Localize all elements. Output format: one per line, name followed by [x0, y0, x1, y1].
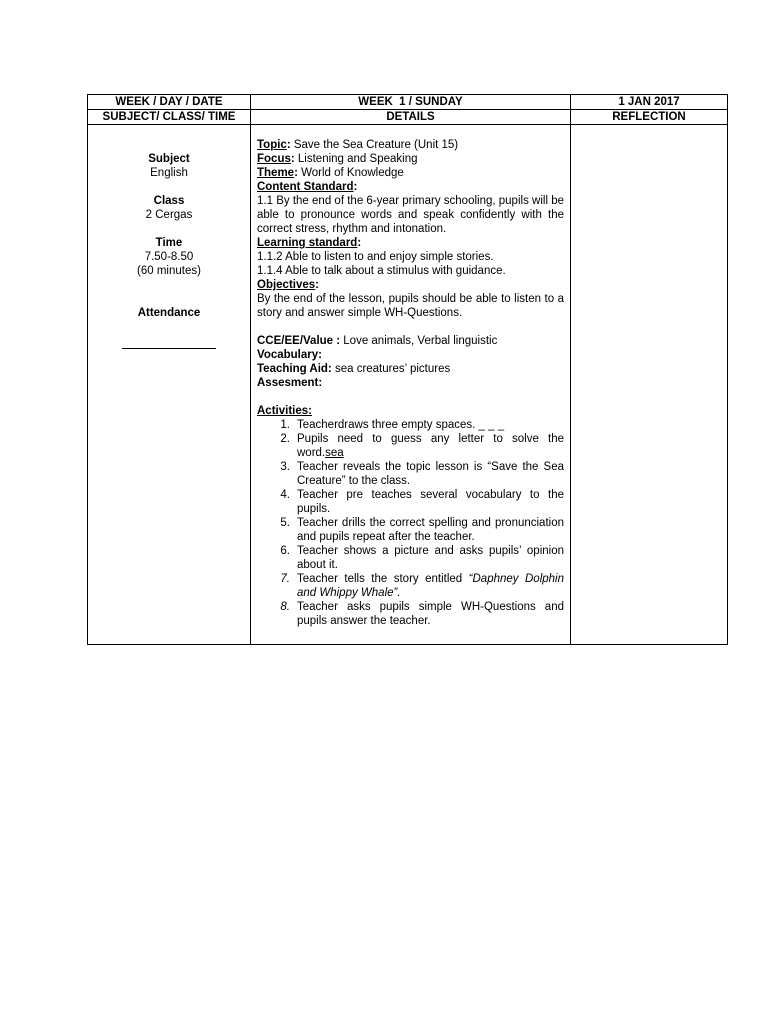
- content-standard-value: 1.1 By the end of the 6-year primary schooling, pupils will be able to pronounce words and speak confidently with the correct stress, rhythm and intonation.: [257, 195, 564, 235]
- activities-label: Activities:: [257, 405, 312, 417]
- subject-value: English: [150, 167, 188, 179]
- week-day-date-header: WEEK / DAY / DATE: [88, 95, 251, 110]
- subject-label: Subject: [148, 153, 190, 165]
- activities-list: [257, 418, 564, 628]
- week-day-value: WEEK 1 / SUNDAY: [251, 95, 571, 110]
- learning-standard-2: 1.1.4 Able to talk about a stimulus with guidance.: [257, 265, 506, 277]
- learning-standard-1: 1.1.2 Able to listen to and enjoy simple stories.: [257, 251, 494, 263]
- content-standard-label: Content Standard: [257, 181, 354, 193]
- vocabulary-label: Vocabulary:: [257, 349, 322, 361]
- cce-label: CCE/EE/Value :: [257, 335, 344, 347]
- reflection-cell: [571, 125, 728, 645]
- list-item: 8. Teacher asks pupils simple WH-Questions and pupils answer the teacher.: [280, 601, 564, 627]
- class-label: Class: [153, 195, 185, 207]
- attendance-label: Attendance: [137, 307, 201, 319]
- list-item: 3. Teacher reveals the topic lesson is “Save the Sea Creature” to the class.: [280, 461, 564, 487]
- theme-line: Theme: World of Knowledge: [257, 167, 404, 179]
- subject-class-time-header: SUBJECT/ CLASS/ TIME: [88, 110, 251, 125]
- time-duration: (60 minutes): [137, 265, 201, 277]
- class-value: 2 Cergas: [145, 209, 193, 221]
- teaching-aid-label: Teaching Aid:: [257, 363, 335, 375]
- details-header: DETAILS: [251, 110, 571, 125]
- list-item: 6. Teacher shows a picture and asks pupils’ opinion about it.: [280, 545, 564, 571]
- list-item: 4. Teacher pre teaches several vocabulary to the pupils.: [280, 489, 564, 515]
- attendance-line: [122, 334, 216, 349]
- content-row: [88, 125, 728, 645]
- theme-value: World of Knowledge: [297, 167, 404, 179]
- focus-value: Listening and Speaking: [294, 153, 418, 165]
- teaching-aid-value: sea creatures’ pictures: [334, 363, 451, 375]
- lesson-plan-table: [87, 94, 728, 645]
- time-label: Time: [155, 237, 183, 249]
- theme-label: Theme: [257, 167, 295, 179]
- subject-class-time-cell: [88, 125, 251, 645]
- header-row-2: [88, 110, 728, 125]
- assessment-label: Assesment:: [257, 377, 323, 389]
- topic-value: Save the Sea Creature (Unit 15): [290, 139, 459, 151]
- learning-standard-line: Learning standard:: [257, 237, 362, 249]
- objectives-line: Objectives:: [257, 279, 320, 291]
- topic-line: Topic: Save the Sea Creature (Unit 15): [257, 139, 459, 151]
- learning-standard-label: Learning standard: [257, 237, 358, 249]
- topic-label: Topic: [257, 139, 287, 151]
- reflection-header: REFLECTION: [571, 110, 728, 125]
- content-standard-line: Content Standard:: [257, 181, 358, 193]
- details-cell: [251, 125, 571, 645]
- list-item: 5. Teacher drills the correct spelling and pronunciation and pupils repeat after the teacher.: [280, 517, 564, 543]
- header-row-1: [88, 95, 728, 110]
- objectives-value: By the end of the lesson, pupils should be able to listen to a story and answer simple WH-Questions.: [257, 293, 564, 319]
- teaching-aid-line: [257, 362, 564, 376]
- focus-line: Focus: Listening and Speaking: [257, 153, 418, 165]
- cce-value: Love animals, Verbal linguistic: [343, 335, 498, 347]
- objectives-label: Objectives: [257, 279, 316, 291]
- focus-label: Focus: [257, 153, 291, 165]
- cce-line: [257, 334, 564, 348]
- list-item: 1. Teacherdraws three empty spaces. _ _ _: [280, 419, 505, 431]
- list-item: 2. Pupils need to guess any letter to solve the word.sea: [280, 433, 564, 459]
- date-value: 1 JAN 2017: [571, 95, 728, 110]
- list-item: 7. Teacher tells the story entitled “Daphney Dolphin and Whippy Whale”.: [280, 573, 564, 599]
- time-value: 7.50-8.50: [144, 251, 194, 263]
